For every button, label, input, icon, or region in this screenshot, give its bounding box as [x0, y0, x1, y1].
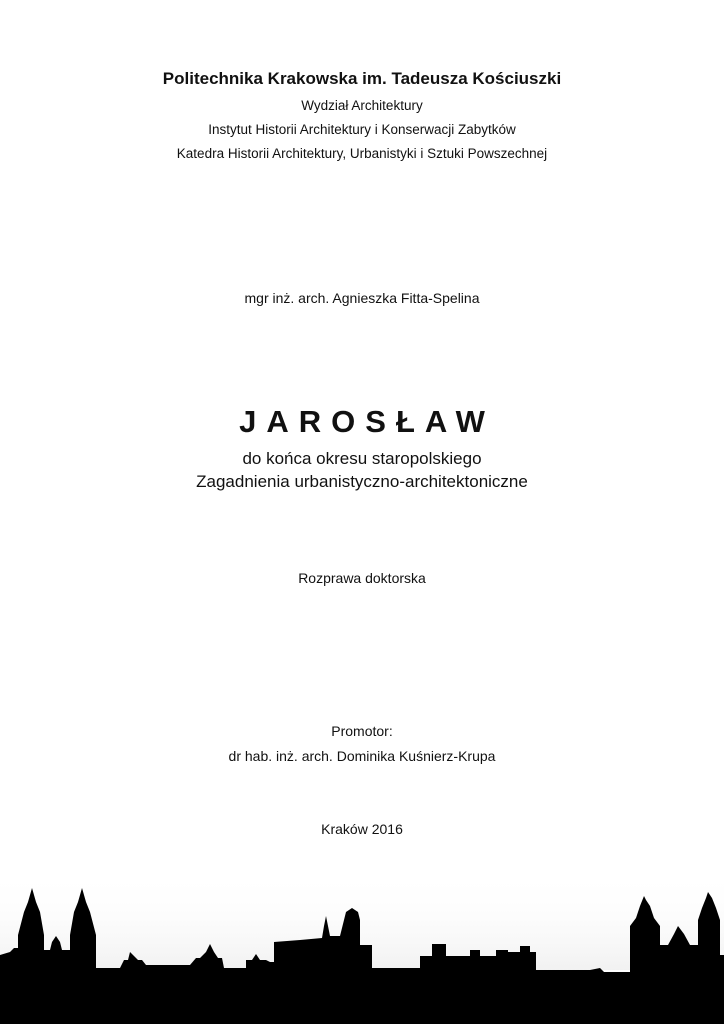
thesis-subtitle-line2: Zagadnienia urbanistyczno-architektoniczne	[196, 472, 528, 491]
place-and-year: Kraków 2016	[321, 821, 403, 837]
document-type: Rozprawa doktorska	[298, 570, 426, 586]
university-name: Politechnika Krakowska im. Tadeusza Kościuszki	[162, 69, 562, 88]
city-skyline-silhouette	[0, 858, 724, 1024]
thesis-subtitle-line1: do końca okresu staropolskiego	[242, 449, 482, 468]
faculty-name: Wydział Architektury	[301, 98, 423, 113]
promoter-label: Promotor:	[331, 723, 393, 739]
institute-name: Instytut Historii Architektury i Konserwacji Zabytków	[208, 122, 516, 137]
department-name: Katedra Historii Architektury, Urbanistyki i Sztuki Powszechnej	[176, 146, 548, 161]
author-name: mgr inż. arch. Agnieszka Fitta-Spelina	[244, 290, 480, 306]
thesis-title: JAROSŁAW	[239, 404, 495, 439]
promoter-name: dr hab. inż. arch. Dominika Kuśnierz-Krupa	[228, 748, 496, 764]
